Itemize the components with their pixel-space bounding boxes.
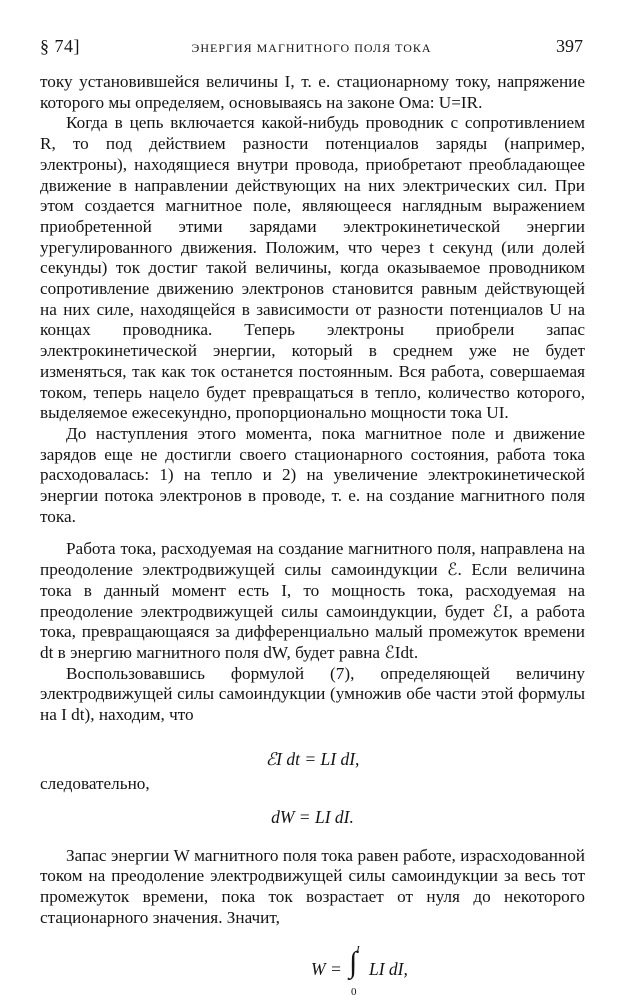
formula-integral — [40, 942, 585, 998]
integral-sign-icon: ∫ — [349, 946, 358, 980]
paragraph-continuation: току установившейся величины I, т. е. стационарному току, напряжение которого мы определяем, основываясь на законе Ома: U=IR. — [40, 72, 585, 112]
integral-expression — [311, 942, 445, 999]
integral-lower-limit: 0 — [351, 986, 357, 999]
running-title: ЭНЕРГИЯ МАГНИТНОГО ПОЛЯ ТОКА — [191, 41, 432, 55]
formula-emf-work: ℰI dt = LI dI, — [265, 748, 360, 769]
section-number: § 74] — [40, 36, 80, 56]
paragraph-conductor: Когда в цепь включается какой-нибудь проводник с сопротивлением R, то под действием разности потенциалов заряды (например, электроны), находящиеся внутри провода, приобретают преобладающее движение в направлении действующих на них электрических сил. При этом создается магнитное поле, являющееся наглядным выражением приобретенной этими зарядами электрокинетической энергии урегулированного движения. Положим, что через t секунд (или долей секунды) ток достиг такой величины, когда оказываемое проводником сопротивление движению электронов становится равным действующей на них силе, находящейся в зависимости от разности потенциалов U на концах проводника. Теперь электроны приобрели запас электрокинетической энергии, который в среднем уже не будет изменяться, так как ток останется постоянным. Вся работа, совершаемая током, теперь нацело будет превращаться в тепло, количество которого, выделяемое ежесекундно, пропорционально мощности тока UI. — [40, 113, 585, 423]
paragraph-before-steady-state: До наступления этого момента, пока магнитное поле и движение зарядов еще не достигли своего стационарного состояния, работа тока расходовалась: 1) на тепло и 2) на увеличение электрокинетической энергии потока электронов в проводе, т. е. на создание магнитного поля тока. — [40, 423, 585, 526]
paragraph-work-of-current: Работа тока, расходуемая на создание магнитного поля, направлена на преодоление электродвижущей силы самоиндукции ℰ. Если величина тока в данный момент есть I, то мощность тока, расходуемая на преодоление электродвижущей силы самоиндукции, будет ℰI, а работа тока, превращающаяся за дифференциально малый промежуток времени dt в энергию магнитного поля dW, будет равна ℰIdt. — [40, 539, 585, 662]
integral-lhs: W = — [311, 959, 342, 980]
integral-body: LI dI, — [369, 959, 408, 980]
paragraph-using-formula-7: Воспользовавшись формулой (7), определяющей величину электродвижущей силы самоиндукции (умножив обе части этой формулы на I dt), находим, что — [40, 663, 585, 725]
page-body — [40, 72, 585, 998]
integral-upper-limit: I — [356, 944, 360, 957]
page-number: 397 — [556, 36, 583, 56]
formula-dw: dW = LI dI. — [271, 806, 354, 827]
paragraph-energy-store: Запас энергии W магнитного поля тока равен работе, израсходованной током на преодоление электродвижущей силы самоиндукции за весь тот промежуток времени, пока ток возрастает от нуля до некоторого стационарного значения. Значит, — [40, 845, 585, 927]
page-header — [40, 36, 583, 62]
paragraph-consequently: следовательно, — [40, 773, 150, 793]
